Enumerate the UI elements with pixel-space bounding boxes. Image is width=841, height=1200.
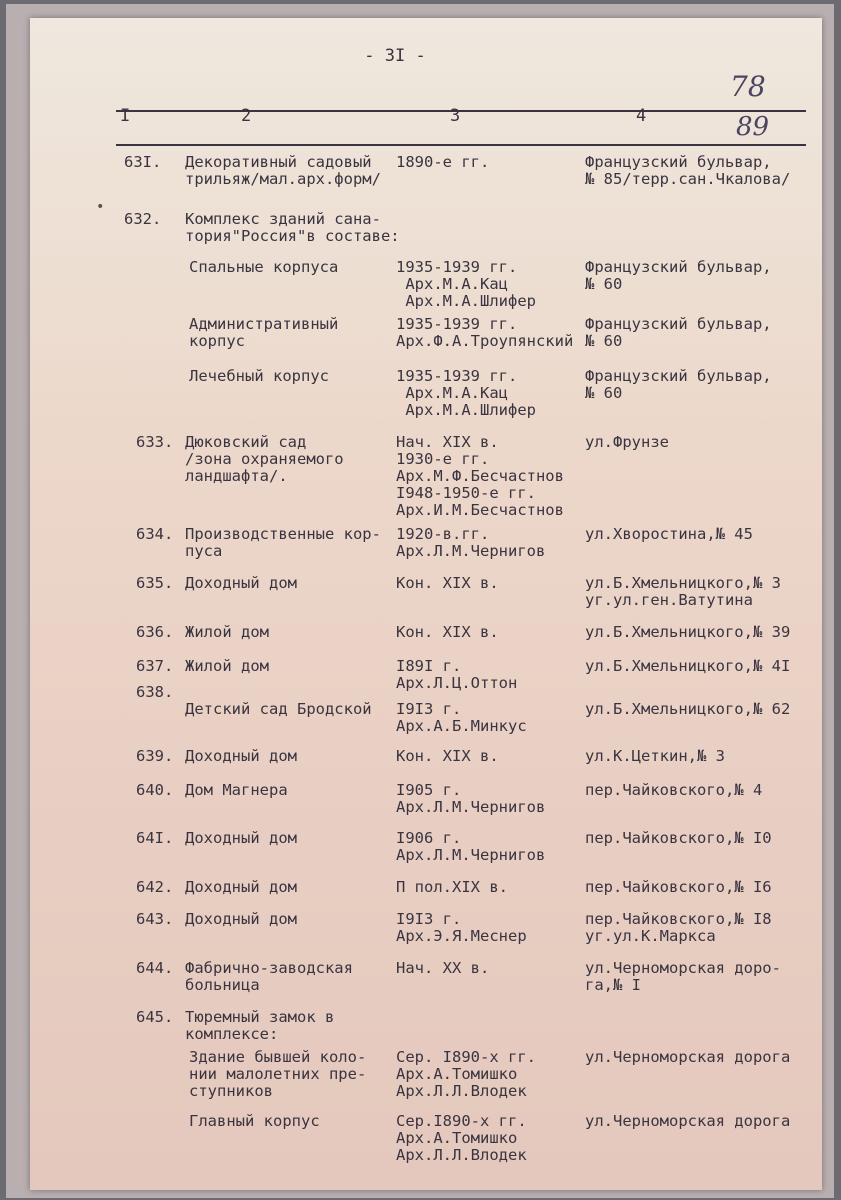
- entry-name: Административный корпус: [189, 315, 339, 350]
- entry-address: ул.Б.Хмельницкого,№ 62: [585, 700, 791, 718]
- entry-address: ул.Черноморская дорога: [585, 1048, 791, 1066]
- entry-address: пер.Чайковского,№ I0: [585, 829, 772, 847]
- entry-name: Тюремный замок в комплексе:: [185, 1008, 335, 1043]
- margin-mark: •: [96, 199, 105, 215]
- handwritten-number: 89: [736, 112, 770, 142]
- entry-name: Дюковский сад /зона охраняемого ландшафта/.: [185, 433, 344, 485]
- entry-date: 1935-1939 гг. Арх.М.А.Кац Арх.М.А.Шлифер: [396, 367, 536, 419]
- typewritten-page: [30, 18, 822, 1190]
- entry-name: Доходный дом: [185, 878, 297, 896]
- entry-date: Нач. XX в.: [396, 959, 490, 977]
- entry-name: Спальные корпуса: [189, 258, 339, 276]
- entry-date: Нач. XIX в. 1930-е гг. Арх.М.Ф.Бесчастнов I948-1950-е гг. Арх.И.М.Бесчастнов: [396, 433, 564, 519]
- column-header: 4: [636, 106, 647, 126]
- entry-date: I905 г. Арх.Л.М.Чернигов: [396, 781, 546, 816]
- entry-number: 634.: [136, 525, 174, 543]
- entry-address: ул.Черноморская доро- га,№ I: [585, 959, 781, 994]
- entry-address: ул.К.Цеткин,№ 3: [585, 747, 725, 765]
- entry-number: 632.: [124, 210, 162, 228]
- entry-date: 1920-в.гг. Арх.Л.М.Чернигов: [396, 525, 546, 560]
- entry-name: Дом Магнера: [185, 781, 288, 799]
- entry-date: Сер. I890-х гг. Арх.А.Томишко Арх.Л.Л.Влодек: [396, 1048, 536, 1100]
- entry-name: Жилой дом: [185, 623, 269, 641]
- column-header: 2: [241, 106, 252, 126]
- entry-address: ул.Б.Хмельницкого,№ 4I: [585, 657, 791, 675]
- entry-number: 63I.: [124, 153, 162, 171]
- entry-number: 644.: [136, 959, 174, 977]
- entry-date: I906 г. Арх.Л.М.Чернигов: [396, 829, 546, 864]
- entry-number: 635.: [136, 574, 174, 592]
- handwritten-number: 78: [730, 70, 766, 103]
- entry-date: Кон. XIX в.: [396, 747, 499, 765]
- entry-name: Декоративный садовый трильяж/мал.арх.форм/: [185, 153, 381, 188]
- entry-address: пер.Чайковского,№ I8 уг.ул.К.Маркса: [585, 910, 772, 945]
- entry-number: 640.: [136, 781, 174, 799]
- entry-number: 642.: [136, 878, 174, 896]
- entry-address: ул.Фрунзе: [585, 433, 669, 451]
- entry-address: Французский бульвар, № 60: [585, 315, 772, 350]
- entry-name: Производственные кор- пуса: [185, 525, 381, 560]
- entry-name: Доходный дом: [185, 829, 297, 847]
- entry-name: Лечебный корпус: [189, 367, 329, 385]
- entry-date: Сер.I890-х гг. Арх.А.Томишко Арх.Л.Л.Влодек: [396, 1112, 527, 1164]
- entry-address: пер.Чайковского,№ I6: [585, 878, 772, 896]
- entry-date: 1890-е гг.: [396, 153, 490, 171]
- page-number: - 3I -: [364, 46, 426, 66]
- entry-name: Главный корпус: [189, 1112, 320, 1130]
- entry-number: 636.: [136, 623, 174, 641]
- entry-date: I9I3 г. Арх.Э.Я.Меснер: [396, 910, 527, 945]
- entry-date: I9I3 г. Арх.А.Б.Минкус: [396, 700, 527, 735]
- entry-date: Кон. XIX в.: [396, 623, 499, 641]
- entry-name: Доходный дом: [185, 574, 297, 592]
- header-rule-top: [116, 110, 806, 112]
- entry-number: 64I.: [136, 829, 174, 847]
- entry-number: 638.: [136, 683, 174, 701]
- entry-date: П пол.XIX в.: [396, 878, 508, 896]
- entry-name: Жилой дом: [185, 657, 269, 675]
- entry-name: Доходный дом: [185, 747, 297, 765]
- entry-address: ул.Б.Хмельницкого,№ 3 уг.ул.ген.Ватутина: [585, 574, 781, 609]
- entry-number: 637.: [136, 657, 174, 675]
- entry-name: Фабрично-заводская больница: [185, 959, 353, 994]
- entry-date: I89I г. Арх.Л.Ц.Оттон: [396, 657, 518, 692]
- entry-number: 639.: [136, 747, 174, 765]
- entry-name: Здание бывшей коло- нии малолетних пре- ступников: [189, 1048, 367, 1100]
- entry-address: Французский бульвар, № 85/терр.сан.Чкалова/: [585, 153, 791, 188]
- header-rule-bottom: [116, 144, 806, 146]
- entry-name: Детский сад Бродской: [185, 700, 372, 718]
- entry-address: ул.Хворостина,№ 45: [585, 525, 753, 543]
- entry-date: 1935-1939 гг. Арх.М.А.Кац Арх.М.А.Шлифер: [396, 258, 536, 310]
- entry-address: Французский бульвар, № 60: [585, 367, 772, 402]
- column-header: 3: [450, 106, 461, 126]
- entry-number: 633.: [136, 433, 174, 451]
- entry-name: Доходный дом: [185, 910, 297, 928]
- entry-address: ул.Б.Хмельницкого,№ 39: [585, 623, 791, 641]
- entry-date: Кон. XIX в.: [396, 574, 499, 592]
- entry-address: Французский бульвар, № 60: [585, 258, 772, 293]
- entry-number: 645.: [136, 1008, 174, 1026]
- entry-date: 1935-1939 гг. Арх.Ф.А.Троупянский: [396, 315, 574, 350]
- entry-address: пер.Чайковского,№ 4: [585, 781, 763, 799]
- entry-number: 643.: [136, 910, 174, 928]
- entry-address: ул.Черноморская дорога: [585, 1112, 791, 1130]
- entry-name: Комплекс зданий сана- тория"Россия"в составе:: [185, 210, 400, 245]
- column-header: I: [120, 106, 131, 126]
